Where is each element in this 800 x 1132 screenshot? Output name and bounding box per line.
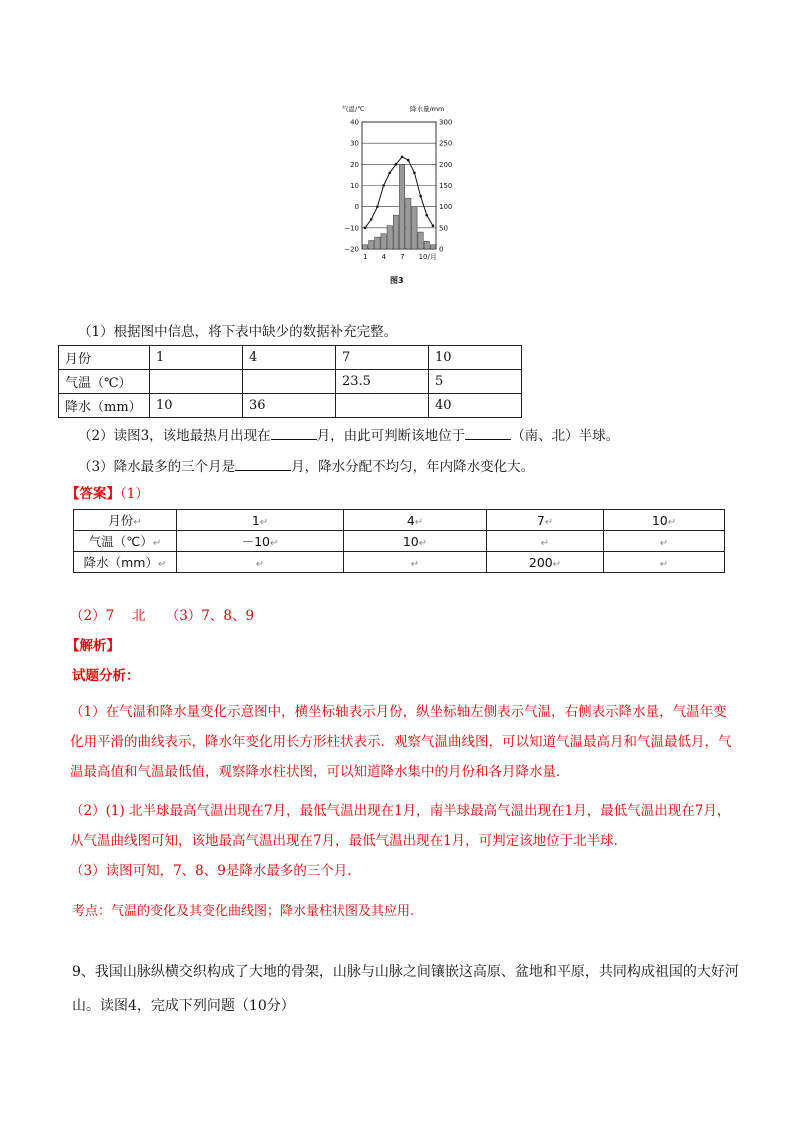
precipitation-bar (399, 164, 404, 249)
table-cell: ↵ (177, 552, 344, 573)
answer-heading (66, 484, 149, 504)
temperature-point (388, 172, 391, 175)
y-left-tick-label: −10 (344, 224, 359, 233)
table-cell: 10↵ (344, 531, 487, 552)
precipitation-bar (430, 245, 435, 249)
y-right-tick-label: 250 (439, 139, 453, 148)
table-cell: 200↵ (487, 552, 604, 573)
temperature-point (407, 159, 410, 162)
answer-blank (271, 425, 317, 440)
precipitation-bar (412, 207, 417, 249)
q2-text-c: （南、北）半球。 (511, 428, 620, 444)
table-row (74, 510, 725, 531)
precipitation-bar (424, 241, 429, 249)
y-left-tick-label: 30 (350, 139, 359, 148)
table-cell: 36 (243, 394, 336, 418)
answer-blank (465, 425, 511, 440)
q2-text-b: 月，由此可判断该地位于 (316, 428, 466, 444)
temperature-point (413, 172, 416, 175)
table-cell: ↵ (604, 552, 725, 573)
table-cell: 10 (150, 394, 243, 418)
q2-line (78, 425, 619, 446)
precipitation-bar (362, 245, 367, 249)
table-cell: 4↵ (344, 510, 487, 531)
q3-line (78, 456, 534, 477)
y-left-tick-label: 0 (354, 203, 359, 212)
precipitation-bar (418, 232, 423, 249)
table-cell: 1 (150, 346, 243, 370)
precipitation-bar (375, 237, 380, 249)
table-cell: 气温（℃）↵ (74, 531, 177, 552)
temperature-curve (365, 157, 433, 228)
temperature-point (382, 184, 385, 187)
temperature-point (376, 205, 379, 208)
q3-text-a: （3）降水最多的三个月是 (78, 459, 236, 475)
table-cell: 10↵ (604, 510, 725, 531)
table-cell: 降水（mm）↵ (74, 552, 177, 573)
table-row (59, 370, 522, 394)
temperature-point (419, 195, 422, 198)
table-cell: 7 (336, 346, 429, 370)
analysis-paragraph-2: （2）(1) 北半球最高气温出现在7月，最低气温出现在1月，南半球最高气温出现在1月，最低气温出现在7月，从气温曲线图可知，该地最高气温出现在7月，最低气温出现在1月，可判定该地位于北半球． (70, 803, 731, 849)
table-cell: 降水（mm） (59, 394, 150, 418)
y-left-tick-label: 20 (350, 160, 359, 169)
y-right-tick-label: 200 (439, 160, 453, 169)
table-cell: 10 (429, 346, 522, 370)
y-left-tick-label: 40 (350, 118, 359, 127)
temperature-point (432, 224, 435, 227)
table-cell: ↵ (344, 552, 487, 573)
table-cell: 40 (429, 394, 522, 418)
x-tick-label: 4 (381, 253, 387, 261)
table-cell: 月份 (59, 346, 150, 370)
y-right-tick-label: 150 (439, 182, 453, 190)
x-tick-label: 1 (363, 253, 368, 261)
table-cell (336, 394, 429, 418)
y-right-tick-label: 100 (439, 203, 453, 212)
y-right-tick-label: 50 (439, 224, 448, 233)
analysis-paragraph-3: （3）读图可知，7、8、9是降水最多的三个月． (70, 863, 361, 879)
temperature-point (395, 163, 398, 166)
table-cell: 气温（℃） (59, 370, 150, 394)
x-tick-label: 10/月 (418, 253, 437, 261)
table-row (59, 394, 522, 418)
answer-label: 【答案】 (66, 486, 120, 502)
temperature-point (401, 156, 404, 159)
table-cell: 1↵ (177, 510, 344, 531)
q3-text-b: 月，降水分配不均匀，年内降水变化大。 (291, 459, 535, 475)
q9-line-1: 9、我国山脉纵横交织构成了大地的骨架，山脉与山脉之间镶嵌这高原、盆地和平原，共同构成祖国的大好河 (72, 964, 739, 980)
x-tick-label: 7 (400, 253, 405, 261)
table-cell: ↵ (604, 531, 725, 552)
precipitation-bar (381, 234, 386, 249)
q9-line-2: 山。读图4，完成下列问题（10分） (72, 998, 295, 1014)
answer-part1: （1） (120, 486, 149, 502)
table-cell: －10↵ (177, 531, 344, 552)
q1-text: （1）根据图中信息，将下表中缺少的数据补充完整。 (78, 324, 398, 340)
climate-chart (340, 100, 465, 288)
y-right-label: 降水量/mm (410, 105, 445, 113)
table-cell: 7↵ (487, 510, 604, 531)
temperature-point (370, 218, 373, 221)
chart-title: 图3 (390, 276, 404, 285)
temperature-point (425, 214, 428, 217)
table-cell: 5 (429, 370, 522, 394)
table-row (74, 552, 725, 573)
climate-chart-svg (340, 100, 465, 288)
answer-table (73, 509, 725, 573)
table-cell: 月份↵ (74, 510, 177, 531)
analysis-label: 【解析】 (66, 638, 120, 654)
table-cell (243, 370, 336, 394)
y-left-tick-label: 10 (350, 182, 359, 190)
precipitation-bar (393, 215, 398, 249)
analysis-subtitle: 试题分析： (72, 668, 140, 684)
temperature-point (364, 227, 367, 230)
table-row (59, 346, 522, 370)
precipitation-bar (387, 226, 392, 249)
y-right-tick-label: 300 (439, 118, 453, 127)
answer-blank (235, 456, 291, 471)
table-cell: 4 (243, 346, 336, 370)
y-right-tick-label: 0 (439, 245, 444, 254)
analysis-paragraph-1: （1）在气温和降水量变化示意图中，横坐标轴表示月份，纵坐标轴左侧表示气温，右侧表示降水量，气温年变化用平滑的曲线表示，降水年变化用长方形柱状表示．观察气温曲线图，可以知道气温最高月和气温最低月，气温最高值和气温最低值，观察降水柱状图，可以知道降水集中的月份和各月降水量． (70, 704, 732, 780)
precipitation-bar (369, 241, 374, 249)
answer-part2: （2）7 北 （3）7、8、9 (70, 608, 255, 624)
y-left-tick-label: −20 (344, 245, 359, 254)
q2-text-a: （2）读图3，该地最热月出现在 (78, 428, 271, 444)
y-left-label: 气温/℃ (342, 105, 365, 113)
precipitation-bar (406, 198, 411, 249)
table-cell: ↵ (487, 531, 604, 552)
kaodian-text: 考点：气温的变化及其变化曲线图；降水量柱状图及其应用. (72, 904, 415, 919)
question-table (58, 345, 522, 418)
table-cell: 23.5 (336, 370, 429, 394)
table-row (74, 531, 725, 552)
table-cell (150, 370, 243, 394)
